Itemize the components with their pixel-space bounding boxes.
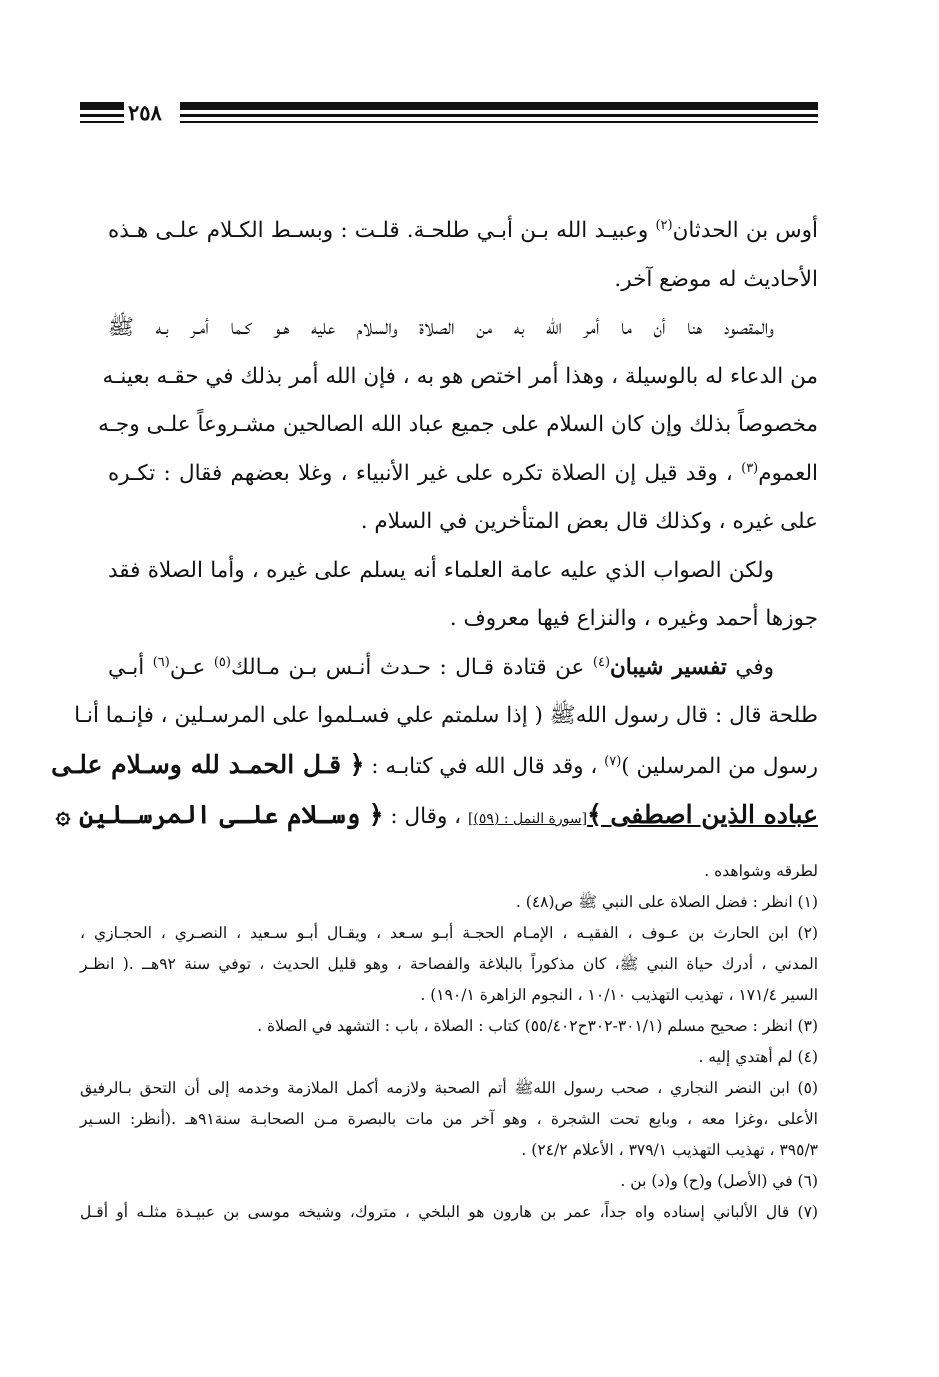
footnote-2: السير ١٧١/٤ ، تهذيب التهذيب ١٠/١٠ ، النجوم الزاهرة ١٩٠/١) . bbox=[420, 986, 818, 1004]
header-rule-thick bbox=[180, 102, 818, 110]
footnote-5: ٣٩٥/٣ ، تهذيب التهذيب ٣٧٩/١ ، الأعلام ٢٤/٢) . bbox=[521, 1141, 818, 1159]
header-rule-left-thin bbox=[80, 121, 124, 123]
footnote-continuation: لطرقه وشواهده . bbox=[704, 862, 818, 880]
book-title: تفسير شيبان bbox=[610, 654, 727, 680]
footnote-5: الأعلى ،وغزا معه ، وبايع تحت الشجرة ، وهو آخر من مات بالبصرة مـن الصحابـة سنة٩١هـ .(أنظر: السـير bbox=[80, 1110, 818, 1128]
footnote-6: (٦) في (الأصل) و(ح) و(د) بن . bbox=[620, 1172, 818, 1190]
footnote-7: (٧) قال الألباني إسناده واه جداً، عمر بن هارون هو البلخي ، متروك، وشيخه موسى بن عبيـدة مثلـه أو أقـل bbox=[80, 1203, 818, 1221]
footnote-5: (٥) ابن النضر النجاري ، صحب رسول اللهﷺ أتم الصحبة ولازمه أكمل الملازمة وخدمه إلى أن التحق بـالرفيق bbox=[80, 1079, 818, 1097]
text-line: ولكن الصواب الذي عليه عامة العلماء أنه يسلم على غيره ، وأما الصلاة فقد bbox=[108, 557, 774, 583]
footnote-1: (١) انظر : فضل الصلاة على النبي ﷺ ص(٤٨) . bbox=[515, 893, 818, 911]
text-line: الأحاديث له موضع آخر. bbox=[614, 266, 818, 292]
text-line: والمقصود هنا أن ما أمر الله به من الصلاة والسلام عليه هـو كـما أمـر بـه ﷺ bbox=[108, 315, 774, 340]
page-number: ٢٥٨ bbox=[128, 100, 162, 125]
header-rule-thin bbox=[180, 121, 818, 123]
footnote-4: (٤) لم أهتدي إليه . bbox=[698, 1048, 818, 1066]
paragraph-1 bbox=[108, 207, 818, 304]
text-line: مخصوصاً بذلك وإن كان السلام على جميع عباد الله الصالحين مشـروعاً علـى وجـه bbox=[98, 412, 818, 437]
text-line: رسول من المرسلين )$^{(٧)}$ ، وقد قال الله في كتابـه : ﴿ قـل الحمـد لله وسـلام علـى bbox=[51, 749, 818, 779]
quran-verse: عباده الذين اصطفى ﴾ bbox=[587, 800, 818, 829]
quran-verse: ﴿ قـل الحمـد لله وسـلام علـى bbox=[51, 749, 365, 779]
footnote-2: المدني ، أدرك حياة النبي ﷺ، كان مذكوراً بالبلاغة والفصاحة ، وهو قليل الحديث ، توفي سنة ٩٢هــ .( انظـر bbox=[80, 955, 818, 973]
text-line: أوس بن الحدثان$^{(٢)}$ وعبيـد الله بـن أبـي طلحـة. قلـت : وبسـط الكـلام علـى هـذه bbox=[108, 217, 818, 243]
header-rule-left-middle bbox=[80, 114, 124, 117]
footnote-ref: (٥) bbox=[213, 654, 231, 670]
footnote-3: (٣) انظر : صحيح مسلم (٣٠١/١-٣٠٢ح٥٥/٤٠٢) كتاب : الصلاة ، باب : التشهد في الصلاة . bbox=[257, 1017, 818, 1035]
footnote-ref: (٦) bbox=[152, 654, 170, 670]
text-line: من الدعاء له بالوسيلة ، وهذا أمر اختص هو به ، فإن الله أمر بذلك في حقـه بعينـه bbox=[102, 363, 818, 389]
text-line: وفي تفسير شيبان$^{(٤)}$ عن قتادة قـال : حـدث أنـس بـن مـالك$^{(٥)}$ عـن$^{(٦)}$ أبـي bbox=[108, 654, 774, 680]
footnote-2: (٢) ابن الحارث بن عـوف ، الفقيـه ، الإمـام الحجـة أبـو سـعد ، ويقـال أبـو سـعيد ، النصـري ، الحجـازي ، bbox=[80, 924, 818, 942]
header-rule-middle bbox=[180, 114, 818, 117]
footnotes bbox=[80, 856, 818, 1228]
footnote-ref: (٤) bbox=[592, 654, 611, 670]
header-rule-left-thick bbox=[80, 102, 124, 110]
page-header bbox=[80, 102, 818, 128]
paragraph-3 bbox=[108, 547, 818, 644]
paragraph-4 bbox=[51, 644, 818, 844]
verse-reference: [سورة النمل : (٥٩)] bbox=[467, 811, 588, 827]
text-line: عباده الذين اصطفى ﴾[سورة النمل : (٥٩)] ، وقال : ﴿ وسـلام علـى المرسـلين ۞ bbox=[55, 800, 818, 829]
footnote-ref: (٧) bbox=[604, 753, 622, 769]
text-line: العموم$^{(٣)}$ ، وقد قيل إن الصلاة تكره على غير الأنبياء ، وغلا بعضهم فقال : تكـره bbox=[108, 460, 818, 486]
footnote-ref: (٣) bbox=[741, 460, 759, 476]
paragraph-2 bbox=[98, 304, 818, 547]
text-line: على غيره ، وكذلك قال بعض المتأخرين في السلام . bbox=[360, 509, 818, 534]
text-line: طلحة قال : قال رسول اللهﷺ ( إذا سلمتم علي فسـلموا على المرسـلين ، فإنـما أنـا bbox=[74, 703, 818, 728]
main-text bbox=[51, 207, 818, 844]
quran-verse: ﴿ وسـلام علـى المرسـلين ۞ bbox=[55, 800, 384, 829]
text-line: جوزها أحمد وغيره ، والنزاع فيها معروف . bbox=[449, 606, 818, 631]
footnote-ref: (٢) bbox=[655, 217, 673, 233]
